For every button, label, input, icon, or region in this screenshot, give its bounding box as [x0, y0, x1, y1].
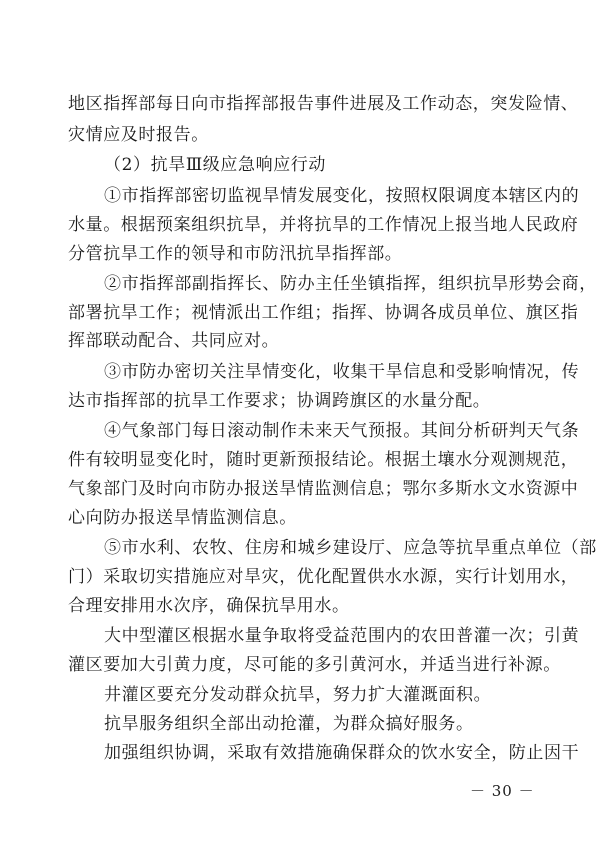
text-line: 水量。根据预案组织抗旱，并将抗旱的工作情况上报当地人民政府	[68, 215, 579, 235]
text-line: ③市防办密切关注旱情变化，收集干旱信息和受影响情况，传	[104, 362, 580, 382]
text-line: 部署抗旱工作；视情派出工作组；指挥、协调各成员单位、旗区指	[68, 303, 579, 323]
text-line: 分管抗旱工作的领导和市防汛抗旱指挥部。	[68, 244, 403, 264]
text-line: ④气象部门每日滚动制作未来天气预报。其间分析研判天气条	[104, 421, 580, 441]
text-line: 井灌区要充分发动群众抗旱，努力扩大灌溉面积。	[104, 685, 492, 705]
text-line: ⑤市水利、农牧、住房和城乡建设厅、应急等抗旱重点单位（部	[104, 538, 597, 558]
text-line: 达市指挥部的抗旱工作要求；协调跨旗区的水量分配。	[68, 391, 491, 411]
text-line: 合理安排用水次序，确保抗旱用水。	[68, 596, 350, 616]
text-line: 件有较明显变化时，随时更新预报结论。根据土壤水分观测规范，	[68, 450, 579, 470]
text-line: 灌区要加大引黄力度，尽可能的多引黄河水，并适当进行补源。	[68, 655, 561, 675]
text-line: 门）采取切实措施应对旱灾，优化配置供水水源，实行计划用水，	[68, 567, 579, 587]
section-heading: （2）抗旱Ⅲ级应急响应行动	[104, 155, 327, 175]
page-number: － 30 －	[470, 782, 535, 800]
text-line: 心向防办报送旱情监测信息。	[68, 508, 297, 528]
text-line: 灾情应及时报告。	[68, 125, 209, 145]
text-line: ②市指挥部副指挥长、防办主任坐镇指挥，组织抗旱形势会商，	[104, 274, 597, 294]
text-line: 挥部联动配合、共同应对。	[68, 331, 280, 351]
text-line: 地区指挥部每日向市指挥部报告事件进展及工作动态，突发险情、	[68, 94, 579, 114]
text-line: 气象部门及时向市防办报送旱情监测信息；鄂尔多斯水文水资源中	[68, 479, 579, 499]
text-line: ①市指挥部密切监视旱情发展变化，按照权限调度本辖区内的	[104, 186, 580, 206]
text-line: 抗旱服务组织全部出动抢灌，为群众搞好服务。	[104, 714, 474, 734]
text-line: 加强组织协调，采取有效措施确保群众的饮水安全，防止因干	[104, 743, 580, 763]
text-line: 大中型灌区根据水量争取将受益范围内的农田普灌一次；引黄	[104, 626, 580, 646]
